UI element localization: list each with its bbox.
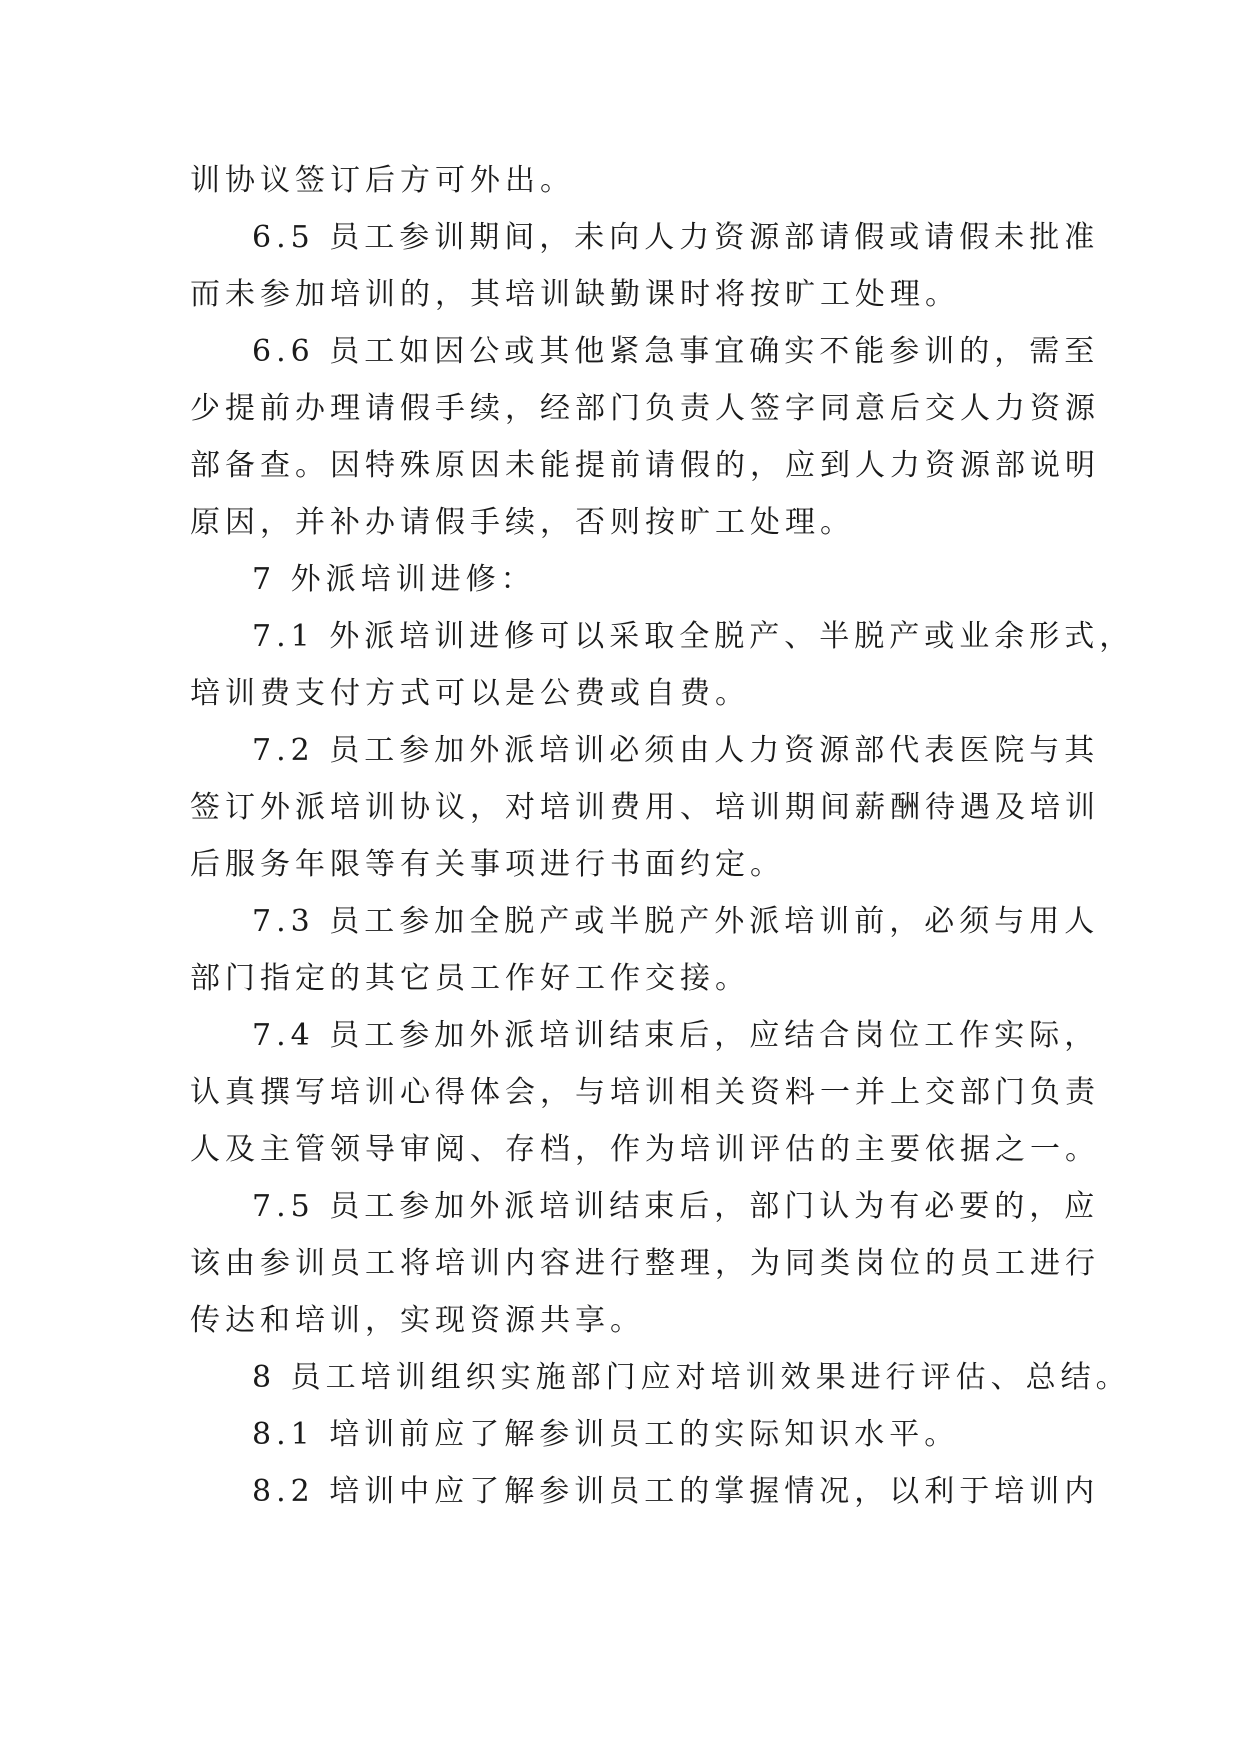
text-line: 6.5 员工参训期间，未向人力资源部请假或请假未批准 [252, 220, 1100, 255]
text-line: 培训费支付方式可以是公费或自费。 [190, 676, 750, 711]
text-line: 该由参训员工将培训内容进行整理，为同类岗位的员工进行 [190, 1246, 1100, 1281]
text-line: 签订外派培训协议，对培训费用、培训期间薪酬待遇及培训 [190, 790, 1100, 825]
text-line: 7.1 外派培训进修可以采取全脱产、半脱产或业余形式， [252, 619, 1135, 654]
text-line: 7.5 员工参加外派培训结束后，部门认为有必要的，应 [252, 1189, 1100, 1224]
text-line: 7.2 员工参加外派培训必须由人力资源部代表医院与其 [252, 733, 1100, 768]
text-line: 部备查。因特殊原因未能提前请假的，应到人力资源部说明 [190, 448, 1100, 483]
text-line: 认真撰写培训心得体会，与培训相关资料一并上交部门负责 [190, 1075, 1100, 1110]
text-line: 人及主管领导审阅、存档，作为培训评估的主要依据之一。 [190, 1132, 1100, 1167]
text-line: 训协议签订后方可外出。 [190, 163, 575, 198]
text-line: 传达和培训，实现资源共享。 [190, 1303, 645, 1338]
text-line: 8 员工培训组织实施部门应对培训效果进行评估、总结。 [252, 1360, 1131, 1395]
text-line: 8.2 培训中应了解参训员工的掌握情况，以利于培训内 [252, 1474, 1100, 1509]
text-line: 7.4 员工参加外派培训结束后，应结合岗位工作实际， [252, 1018, 1100, 1053]
text-line: 8.1 培训前应了解参训员工的实际知识水平。 [252, 1417, 960, 1452]
text-line: 少提前办理请假手续，经部门负责人签字同意后交人力资源 [190, 391, 1100, 426]
document-body [190, 152, 1135, 1520]
text-line: 7 外派培训进修： [252, 562, 536, 597]
text-line: 而未参加培训的，其培训缺勤课时将按旷工处理。 [190, 277, 960, 312]
text-line: 7.3 员工参加全脱产或半脱产外派培训前，必须与用人 [252, 904, 1100, 939]
text-line: 后服务年限等有关事项进行书面约定。 [190, 847, 785, 882]
text-line: 6.6 员工如因公或其他紧急事宜确实不能参训的，需至 [252, 334, 1100, 369]
text-line: 原因，并补办请假手续，否则按旷工处理。 [190, 505, 855, 540]
text-line: 部门指定的其它员工作好工作交接。 [190, 961, 750, 996]
